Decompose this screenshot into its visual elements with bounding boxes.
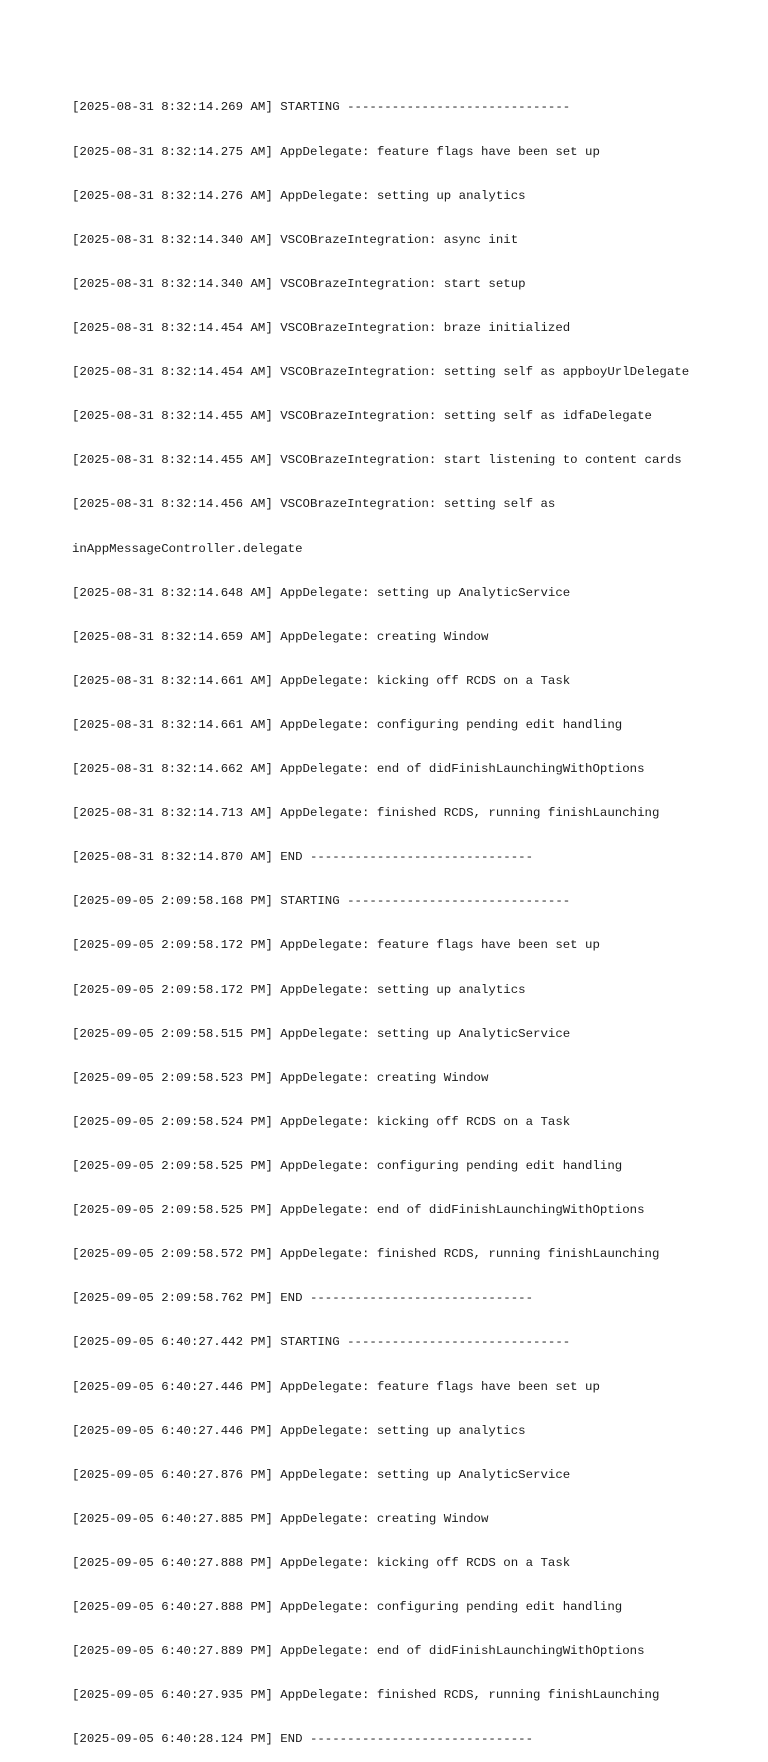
log-line: [2025-08-31 8:32:14.870 AM] END ------------------------------ (72, 850, 534, 865)
log-line: [2025-09-05 6:40:27.885 PM] AppDelegate: creating Window (72, 1511, 489, 1526)
log-line: [2025-08-31 8:32:14.713 AM] AppDelegate: finished RCDS, running finishLaunching (72, 806, 660, 821)
log-line: [2025-08-31 8:32:14.340 AM] VSCOBrazeIntegration: start setup (72, 276, 526, 291)
log-line: [2025-09-05 6:40:27.876 PM] AppDelegate: setting up AnalyticService (72, 1467, 571, 1482)
log-line: [2025-08-31 8:32:14.269 AM] STARTING ------------------------------ (72, 100, 571, 115)
log-line: [2025-09-05 2:09:58.572 PM] AppDelegate: finished RCDS, running finishLaunching (72, 1247, 660, 1262)
log-line: [2025-09-05 6:40:27.888 PM] AppDelegate: kicking off RCDS on a Task (72, 1556, 571, 1571)
log-line: [2025-09-05 2:09:58.172 PM] AppDelegate: setting up analytics (72, 982, 526, 997)
log-line: [2025-09-05 2:09:58.523 PM] AppDelegate: creating Window (72, 1070, 489, 1085)
log-line: [2025-09-05 2:09:58.515 PM] AppDelegate: setting up AnalyticService (72, 1026, 571, 1041)
log-line: [2025-09-05 2:09:58.525 PM] AppDelegate: configuring pending edit handling (72, 1159, 623, 1174)
log-line: [2025-08-31 8:32:14.648 AM] AppDelegate: setting up AnalyticService (72, 585, 571, 600)
log-line: [2025-09-05 6:40:27.935 PM] AppDelegate: finished RCDS, running finishLaunching (72, 1688, 660, 1703)
log-line: [2025-08-31 8:32:14.454 AM] VSCOBrazeIntegration: setting self as appboyUrlDelegate (72, 365, 690, 380)
log-line: [2025-09-05 2:09:58.762 PM] END ------------------------------ (72, 1291, 534, 1306)
log-line: [2025-09-05 6:40:27.446 PM] AppDelegate: feature flags have been set up (72, 1379, 600, 1394)
log-document (72, 71, 712, 1762)
log-line: [2025-08-31 8:32:14.340 AM] VSCOBrazeIntegration: async init (72, 232, 519, 247)
log-line: [2025-08-31 8:32:14.662 AM] AppDelegate: end of didFinishLaunchingWithOptions (72, 762, 645, 777)
log-line: [2025-08-31 8:32:14.276 AM] AppDelegate: setting up analytics (72, 188, 526, 203)
log-line: [2025-09-05 2:09:58.168 PM] STARTING ------------------------------ (72, 894, 571, 909)
log-line: [2025-08-31 8:32:14.455 AM] VSCOBrazeIntegration: setting self as idfaDelegate (72, 409, 652, 424)
log-line: [2025-08-31 8:32:14.455 AM] VSCOBrazeIntegration: start listening to content cards (72, 453, 682, 468)
log-line: [2025-09-05 6:40:27.442 PM] STARTING ------------------------------ (72, 1335, 571, 1350)
log-line: [2025-08-31 8:32:14.659 AM] AppDelegate: creating Window (72, 629, 489, 644)
log-line: [2025-08-31 8:32:14.661 AM] AppDelegate: configuring pending edit handling (72, 717, 623, 732)
log-line: [2025-09-05 6:40:27.889 PM] AppDelegate: end of didFinishLaunchingWithOptions (72, 1644, 645, 1659)
log-line: [2025-09-05 6:40:27.888 PM] AppDelegate: configuring pending edit handling (72, 1600, 623, 1615)
log-line: [2025-09-05 2:09:58.524 PM] AppDelegate: kicking off RCDS on a Task (72, 1114, 571, 1129)
log-line: [2025-09-05 6:40:28.124 PM] END ------------------------------ (72, 1732, 534, 1747)
log-line: [2025-08-31 8:32:14.275 AM] AppDelegate: feature flags have been set up (72, 144, 600, 159)
log-line: [2025-08-31 8:32:14.456 AM] VSCOBrazeIntegration: setting self as (72, 497, 556, 512)
log-line: [2025-08-31 8:32:14.454 AM] VSCOBrazeIntegration: braze initialized (72, 320, 571, 335)
log-line: [2025-09-05 6:40:27.446 PM] AppDelegate: setting up analytics (72, 1423, 526, 1438)
log-line: [2025-09-05 2:09:58.525 PM] AppDelegate: end of didFinishLaunchingWithOptions (72, 1203, 645, 1218)
log-line: [2025-09-05 2:09:58.172 PM] AppDelegate: feature flags have been set up (72, 938, 600, 953)
log-line-continuation: inAppMessageController.delegate (72, 541, 303, 556)
log-line: [2025-08-31 8:32:14.661 AM] AppDelegate: kicking off RCDS on a Task (72, 673, 571, 688)
